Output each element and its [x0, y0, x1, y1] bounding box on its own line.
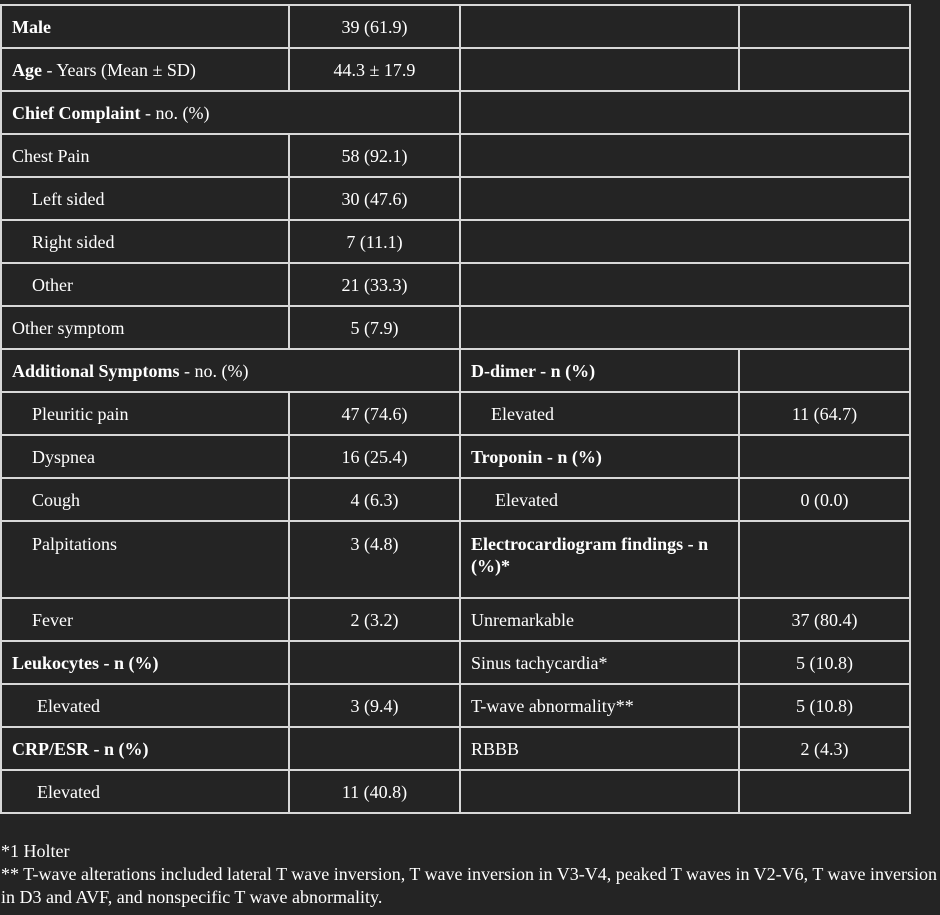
empty-cell [460, 134, 910, 177]
row-value: 39 (61.9) [289, 5, 460, 48]
row-label: Other symptom [1, 306, 289, 349]
empty-cell [460, 263, 910, 306]
row-label: Dyspnea [1, 435, 289, 478]
row-value: 2 (4.3) [739, 727, 910, 770]
section-header-bold: Chief Complaint [12, 102, 141, 123]
row-label: Palpitations [1, 521, 289, 598]
table-row [1, 598, 910, 641]
empty-cell [460, 177, 910, 220]
empty-cell [460, 48, 739, 91]
empty-cell [739, 349, 910, 392]
empty-cell [460, 5, 739, 48]
table-row [1, 91, 910, 134]
row-value: 11 (40.8) [289, 770, 460, 813]
row-value: 2 (3.2) [289, 598, 460, 641]
row-value: 11 (64.7) [739, 392, 910, 435]
empty-cell [460, 91, 910, 134]
row-label: Elevated [1, 770, 289, 813]
section-header: Electrocardiogram findings - n (%)* [460, 521, 739, 598]
row-value: 58 (92.1) [289, 134, 460, 177]
table-row [1, 349, 910, 392]
footnote-twave: ** T-wave alterations included lateral T wave inversion, T wave inversion in V3-V4, peaked T waves in V2-V6, T wave inversion in D3 and AVF, and nonspecific T wave abnormality. [1, 864, 937, 907]
row-value: 47 (74.6) [289, 392, 460, 435]
empty-cell [460, 306, 910, 349]
row-value: 3 (9.4) [289, 684, 460, 727]
row-label: Pleuritic pain [1, 392, 289, 435]
table-row [1, 306, 910, 349]
empty-cell [289, 641, 460, 684]
row-label: RBBB [460, 727, 739, 770]
empty-cell [739, 770, 910, 813]
section-header: CRP/ESR - n (%) [1, 727, 289, 770]
section-header [1, 91, 460, 134]
row-value: 5 (10.8) [739, 641, 910, 684]
empty-cell [460, 770, 739, 813]
section-header-rest: - no. (%) [140, 102, 210, 123]
row-label-bold: Age [12, 59, 42, 80]
row-value: 4 (6.3) [289, 478, 460, 521]
characteristics-table [0, 4, 911, 814]
row-label: Unremarkable [460, 598, 739, 641]
row-value: 44.3 ± 17.9 [289, 48, 460, 91]
table-row [1, 641, 910, 684]
table-row [1, 521, 910, 598]
table-row [1, 435, 910, 478]
section-header-bold: Additional Symptoms [12, 360, 180, 381]
row-label: Male [1, 5, 289, 48]
table-row [1, 48, 910, 91]
section-header: D-dimer - n (%) [460, 349, 739, 392]
row-value: 30 (47.6) [289, 177, 460, 220]
row-label [1, 48, 289, 91]
row-label: Elevated [460, 392, 739, 435]
row-label: Cough [1, 478, 289, 521]
row-label: Elevated [460, 478, 739, 521]
row-value: 3 (4.8) [289, 521, 460, 598]
table-row [1, 5, 910, 48]
section-header-rest: - no. (%) [179, 360, 249, 381]
empty-cell [739, 48, 910, 91]
empty-cell [289, 727, 460, 770]
row-label: Chest Pain [1, 134, 289, 177]
footnote-holter: *1 Holter [1, 841, 70, 861]
row-value: 37 (80.4) [739, 598, 910, 641]
row-value: 5 (7.9) [289, 306, 460, 349]
empty-cell [739, 521, 910, 598]
section-header: Troponin - n (%) [460, 435, 739, 478]
table-row [1, 478, 910, 521]
empty-cell [739, 5, 910, 48]
row-value: 7 (11.1) [289, 220, 460, 263]
table-row [1, 134, 910, 177]
row-value: 0 (0.0) [739, 478, 910, 521]
row-label: Left sided [1, 177, 289, 220]
table-row [1, 727, 910, 770]
row-value: 5 (10.8) [739, 684, 910, 727]
table-row [1, 770, 910, 813]
empty-cell [460, 220, 910, 263]
section-header: Leukocytes - n (%) [1, 641, 289, 684]
table-row [1, 392, 910, 435]
empty-cell [739, 435, 910, 478]
row-value: 21 (33.3) [289, 263, 460, 306]
row-label: Fever [1, 598, 289, 641]
row-label: Sinus tachycardia* [460, 641, 739, 684]
row-label: Elevated [1, 684, 289, 727]
table-row [1, 220, 910, 263]
row-label: Other [1, 263, 289, 306]
table-row [1, 684, 910, 727]
row-label-rest: - Years (Mean ± SD) [42, 59, 196, 80]
table-row [1, 263, 910, 306]
row-label: T-wave abnormality** [460, 684, 739, 727]
table-row [1, 177, 910, 220]
row-label: Right sided [1, 220, 289, 263]
table-footnotes [1, 840, 940, 909]
section-header [1, 349, 460, 392]
row-value: 16 (25.4) [289, 435, 460, 478]
